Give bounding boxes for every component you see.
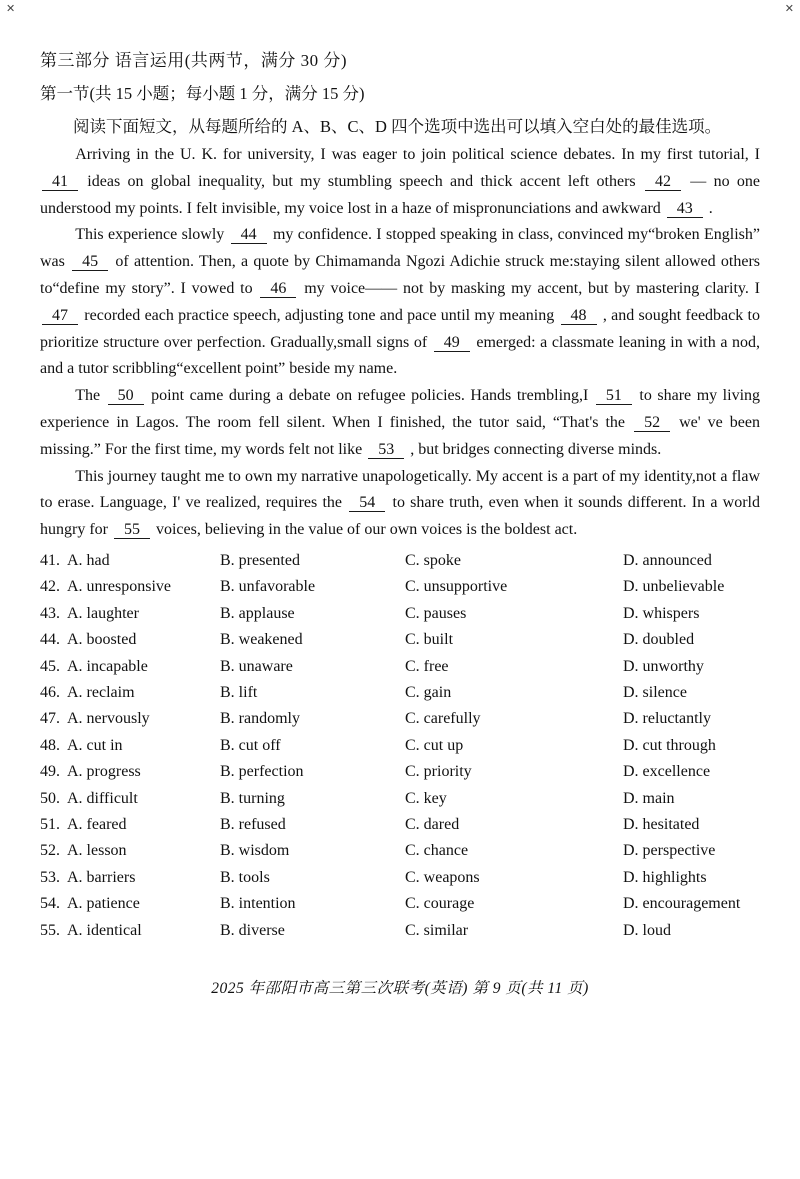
option-d: D. whispers xyxy=(623,604,700,622)
passage-paragraph: Arriving in the U. K. for university, I was eager to join political science debates. In my first tutorial, I 41 ideas on global inequality, but my stumbling speech and thick accent left others 42 — no one understood my points. I felt invisible, my voice lost in a haze of mispronunciations and awkward 43 . xyxy=(40,146,761,217)
option-b: B. applause xyxy=(220,604,295,622)
option-d: D. encouragement xyxy=(623,895,741,913)
question-number: 55. xyxy=(40,921,60,939)
option-c: C. built xyxy=(405,631,454,649)
option-c: C. cut up xyxy=(405,736,464,754)
option-a: A. unresponsive xyxy=(67,578,171,596)
page-footer: 2025 年邵阳市高三第三次联考(英语) 第 9 页(共 11 页) xyxy=(211,980,589,998)
question-number: 44. xyxy=(40,631,60,649)
option-c: C. pauses xyxy=(405,604,467,622)
option-a: A. cut in xyxy=(67,736,123,754)
cloze-blank-47: 47 xyxy=(42,307,78,325)
option-d: D. cut through xyxy=(623,736,716,754)
option-d: D. announced xyxy=(623,551,712,569)
question-number: 52. xyxy=(40,842,60,860)
option-c: C. weapons xyxy=(405,868,480,886)
option-row-52 xyxy=(40,838,760,864)
crop-mark-right-icon: ✕ xyxy=(784,2,794,15)
option-row-42 xyxy=(40,574,760,600)
option-b: B. weakened xyxy=(220,631,303,649)
option-d: D. loud xyxy=(623,921,671,939)
option-c: C. gain xyxy=(405,683,452,701)
option-row-55 xyxy=(40,918,760,944)
cloze-blank-49: 49 xyxy=(434,334,470,352)
option-d: D. doubled xyxy=(623,631,695,649)
option-d: D. perspective xyxy=(623,842,716,860)
option-b: B. wisdom xyxy=(220,842,290,860)
question-number: 41. xyxy=(40,551,60,569)
option-b: B. unaware xyxy=(220,657,293,675)
option-c: C. unsupportive xyxy=(405,578,508,596)
option-b: B. diverse xyxy=(220,921,285,939)
cloze-blank-50: 50 xyxy=(108,387,144,405)
option-d: D. excellence xyxy=(623,763,711,781)
option-a: A. boosted xyxy=(67,631,137,649)
cloze-blank-54: 54 xyxy=(349,494,385,512)
option-c: C. free xyxy=(405,657,449,675)
option-row-46 xyxy=(40,680,760,706)
option-b: B. tools xyxy=(220,868,270,886)
question-number: 50. xyxy=(40,789,60,807)
option-a: A. nervously xyxy=(67,710,150,728)
option-c: C. key xyxy=(405,789,447,807)
option-row-53 xyxy=(40,865,760,891)
crop-mark-left-icon: ✕ xyxy=(6,2,16,15)
cloze-blank-51: 51 xyxy=(596,387,632,405)
option-b: B. cut off xyxy=(220,736,281,754)
option-d: D. reluctantly xyxy=(623,710,711,728)
part-title: 第三部分 语言运用(共两节，满分 30 分) xyxy=(40,51,348,70)
passage-paragraph: This journey taught me to own my narrative unapologetically. My accent is a part of my identity,not a flaw to erase. Language, I' ve realized, requires the 54 to share truth, even when it sounds different. In a world hungry for 55 voices, believing in the value of our own voices is the boldest act. xyxy=(40,467,760,539)
option-row-51 xyxy=(40,812,760,838)
section-title: 第一节(共 15 小题；每小题 1 分，满分 15 分) xyxy=(40,84,365,103)
option-d: D. silence xyxy=(623,683,687,701)
option-b: B. refused xyxy=(220,816,286,834)
question-number: 46. xyxy=(40,683,60,701)
option-row-54 xyxy=(40,891,760,917)
question-number: 42. xyxy=(40,578,60,596)
cloze-blank-45: 45 xyxy=(72,253,108,271)
option-row-48 xyxy=(40,733,760,759)
cloze-blank-44: 44 xyxy=(231,226,267,244)
option-a: A. incapable xyxy=(67,657,148,675)
option-a: A. reclaim xyxy=(67,683,135,701)
passage xyxy=(40,142,760,544)
passage-paragraph: The 50 point came during a debate on refugee policies. Hands trembling,I 51 to share my living experience in Lagos. The room fell silent. When I finished, the tutor said, “That's the 52 we' ve been missing.” For the first time, my words felt not like 53 , but bridges connecting diverse minds. xyxy=(40,387,761,458)
option-a: A. patience xyxy=(67,895,140,913)
option-row-50 xyxy=(40,786,760,812)
option-c: C. chance xyxy=(405,842,469,860)
instructions: 阅读下面短文，从每题所给的 A、B、C、D 四个选项中选出可以填入空白处的最佳选项。 xyxy=(73,117,722,136)
option-d: D. hesitated xyxy=(623,816,700,834)
option-a: A. lesson xyxy=(67,842,127,860)
option-c: C. carefully xyxy=(405,710,481,728)
option-a: A. progress xyxy=(67,763,141,781)
option-c: C. similar xyxy=(405,921,469,939)
option-row-45 xyxy=(40,654,760,680)
option-b: B. randomly xyxy=(220,710,300,728)
options-table xyxy=(40,548,760,944)
option-a: A. difficult xyxy=(67,789,138,807)
cloze-blank-48: 48 xyxy=(561,307,597,325)
option-b: B. turning xyxy=(220,789,285,807)
option-row-47 xyxy=(40,706,760,732)
question-number: 43. xyxy=(40,604,60,622)
option-row-43 xyxy=(40,601,760,627)
passage-paragraph: This experience slowly 44 my confidence. I stopped speaking in class, convinced my“broken English” was 45 of attention. Then, a quote by Chimamanda Ngozi Adichie struck me:staying silent allowed others to“define my story”. I vowed to 46 my voice—— not by masking my accent, but by mastering clarity. I 47 recorded each practice speech, adjusting tone and pace until my meaning 48 , and sought feedback to prioritize structure over perfection. Gradually,small signs of 49 emerged: a classmate leaning in with a nod, and a tutor scribbling“excellent point” beside my name. xyxy=(40,226,761,378)
option-row-49 xyxy=(40,759,760,785)
question-number: 51. xyxy=(40,816,60,834)
cloze-blank-42: 42 xyxy=(645,173,681,191)
option-a: A. barriers xyxy=(67,868,136,886)
option-c: C. spoke xyxy=(405,551,461,569)
question-number: 54. xyxy=(40,895,60,913)
option-d: D. highlights xyxy=(623,868,707,886)
option-c: C. courage xyxy=(405,895,475,913)
question-number: 45. xyxy=(40,657,60,675)
option-d: D. main xyxy=(623,789,675,807)
option-c: C. priority xyxy=(405,763,472,781)
option-d: D. unbelievable xyxy=(623,578,725,596)
option-c: C. dared xyxy=(405,816,460,834)
option-b: B. lift xyxy=(220,683,258,701)
cloze-blank-41: 41 xyxy=(42,173,78,191)
option-b: B. perfection xyxy=(220,763,304,781)
cloze-blank-43: 43 xyxy=(667,200,703,218)
cloze-blank-52: 52 xyxy=(634,414,670,432)
cloze-blank-55: 55 xyxy=(114,521,150,539)
option-d: D. unworthy xyxy=(623,657,704,675)
question-number: 49. xyxy=(40,763,60,781)
cloze-blank-46: 46 xyxy=(260,280,296,298)
question-number: 47. xyxy=(40,710,60,728)
option-b: B. intention xyxy=(220,895,296,913)
cloze-blank-53: 53 xyxy=(368,441,404,459)
option-a: A. feared xyxy=(67,816,127,834)
question-number: 48. xyxy=(40,736,60,754)
option-b: B. unfavorable xyxy=(220,578,316,596)
option-b: B. presented xyxy=(220,551,300,569)
option-a: A. had xyxy=(67,551,110,569)
option-a: A. laughter xyxy=(67,604,139,622)
option-a: A. identical xyxy=(67,921,142,939)
question-number: 53. xyxy=(40,868,60,886)
option-row-44 xyxy=(40,627,760,653)
option-row-41 xyxy=(40,548,760,574)
